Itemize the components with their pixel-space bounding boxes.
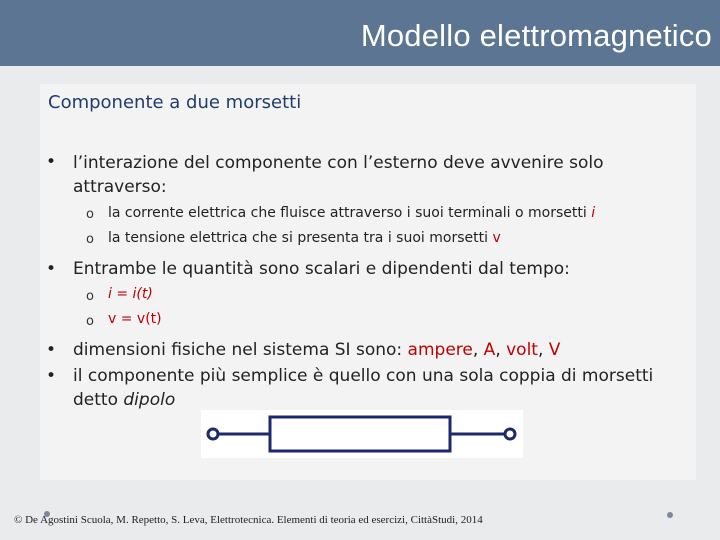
- left-terminal-icon: [208, 429, 218, 439]
- bullet-3-prefix: dimensioni fisiche nel sistema SI sono:: [73, 340, 403, 360]
- sub-marker: o: [86, 289, 94, 304]
- sub-marker: o: [86, 207, 94, 222]
- bullet-1-line-1: l’interazione del componente con l’esterno deve avvenire solo: [73, 153, 604, 173]
- sub-marker: o: [86, 232, 94, 247]
- sub-item-voltage: [108, 230, 501, 246]
- bullet-marker: •: [46, 340, 57, 360]
- bullet-marker: •: [46, 152, 57, 172]
- bullet-marker: •: [46, 366, 57, 386]
- bullet-4-line-1: il componente più semplice è quello con una sola coppia di morsetti: [73, 366, 654, 386]
- footer-citation: © De Agostini Scuola, M. Repetto, S. Leva, Elettrotecnica. Elementi di teoria ed esercizi, CittàStudi, 2014: [14, 514, 483, 526]
- unit-v: V: [548, 340, 561, 360]
- separator: ,: [537, 340, 544, 360]
- bullet-2: Entrambe le quantità sono scalari e dipendenti dal tempo:: [73, 259, 570, 279]
- right-terminal-icon: [505, 429, 515, 439]
- resistor-body: [270, 417, 450, 451]
- decorative-dot-icon: [667, 512, 673, 518]
- sub-item-i-equation: i = i(t): [108, 286, 153, 302]
- separator: ,: [495, 340, 501, 360]
- sub-item-v-equation: v = v(t): [108, 311, 162, 327]
- sub-marker: o: [86, 314, 94, 329]
- resistor-symbol-icon: [201, 410, 523, 458]
- unit-volt: volt: [506, 340, 538, 360]
- slide-title: Modello elettromagnetico: [360, 18, 712, 53]
- unit-a: A: [483, 340, 496, 360]
- sub-item-current: [108, 205, 595, 221]
- bullet-4-line-2: [73, 389, 175, 411]
- bullet-3: [73, 339, 560, 361]
- title-bar: [0, 0, 720, 66]
- dipolo-term: dipolo: [123, 390, 176, 410]
- separator: ,: [472, 340, 479, 360]
- unit-ampere: ampere: [407, 340, 473, 360]
- sub-item-text: la corrente elettrica che fluisce attraverso i suoi terminali o morsetti: [108, 205, 587, 221]
- current-symbol: i: [591, 205, 596, 221]
- bullet-marker: •: [46, 259, 57, 279]
- dipole-diagram: [201, 410, 523, 458]
- section-heading: Componente a due morsetti: [48, 92, 302, 113]
- bullet-4-prefix: detto: [73, 390, 118, 410]
- sub-item-text: la tensione elettrica che si presenta tra i suoi morsetti: [108, 230, 488, 246]
- bullet-1-line-2: attraverso:: [73, 177, 167, 197]
- voltage-symbol: v: [492, 230, 501, 246]
